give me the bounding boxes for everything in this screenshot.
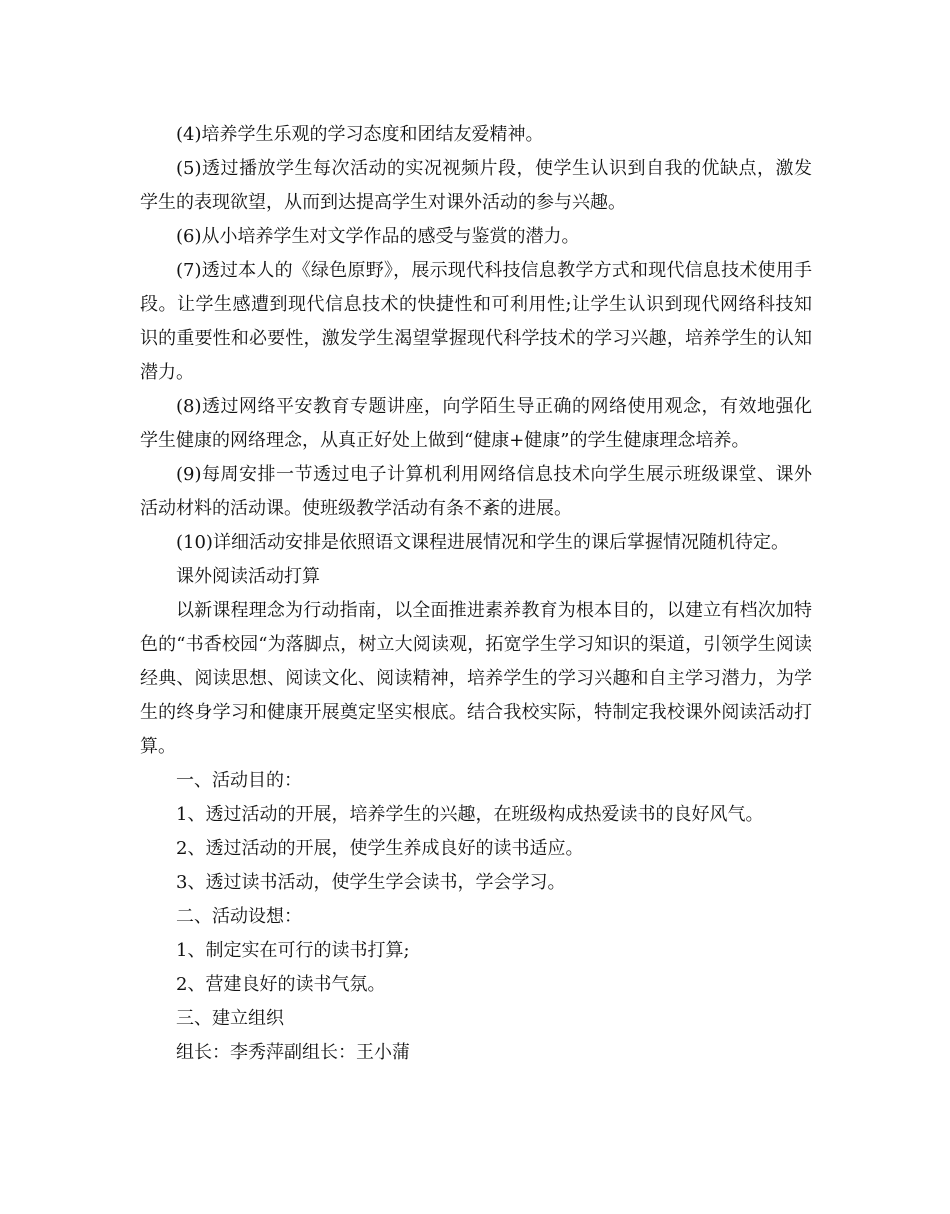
heading-activity-ideas: 二、活动设想： <box>176 906 302 927</box>
paragraph-goal-4: (4)培养学生乐观的学习态度和团结友爱精神。 <box>176 124 544 145</box>
list-item-purpose-2: 2、透过活动的开展，使学生养成良好的读书适应。 <box>176 838 584 859</box>
paragraph-goal-10: (10)详细活动安排是依照语文课程进展情况和学生的课后掌握情况随机待定。 <box>176 532 789 553</box>
paragraph-goal-9: (9)每周安排一节透过电子计算机利用网络信息技术向学生展示班级课堂、课外活动材料的活动课。使班级教学活动有条不紊的进展。 <box>140 464 812 519</box>
list-item-purpose-1: 1、透过活动的开展，培养学生的兴趣，在班级构成热爱读书的良好风气。 <box>176 804 764 825</box>
section-heading-reading-plan: 课外阅读活动打算 <box>176 566 320 587</box>
list-item-idea-2: 2、营建良好的读书气氛。 <box>176 974 386 995</box>
paragraph-goal-5: (5)透过播放学生每次活动的实况视频片段，使学生认识到自我的优缺点，激发学生的表现欲望，从而到达提高学生对课外活动的参与兴趣。 <box>140 158 812 213</box>
heading-activity-purpose: 一、活动目的： <box>176 770 302 791</box>
heading-organization: 三、建立组织 <box>176 1008 284 1029</box>
paragraph-goal-7: (7)透过本人的《绿色原野》，展示现代科技信息教学方式和现代信息技术使用手段。让学生感遭到现代信息技术的快捷性和可利用性;让学生认识到现代网络科技知识的重要性和必要性，激发学生渴望掌握现代科学技术的学习兴趣，培养学生的认知潜力。 <box>140 260 812 383</box>
list-item-idea-1: 1、制定实在可行的读书打算; <box>176 940 410 961</box>
paragraph-goal-6: (6)从小培养学生对文学作品的感受与鉴赏的潜力。 <box>176 226 580 247</box>
document-body <box>140 118 812 1070</box>
paragraph-goal-8: (8)透过网络平安教育专题讲座，向学陌生导正确的网络使用观念，有效地强化学生健康的网络理念，从真正好处上做到“健康+健康”的学生健康理念培养。 <box>140 396 812 451</box>
list-item-purpose-3: 3、透过读书活动，使学生学会读书，学会学习。 <box>176 872 566 893</box>
paragraph-organization-members: 组长：李秀萍副组长：王小蒲 <box>176 1042 410 1063</box>
paragraph-reading-intro: 以新课程理念为行动指南，以全面推进素养教育为根本目的，以建立有档次加特色的“书香校园“为落脚点，树立大阅读观，拓宽学生学习知识的渠道，引领学生阅读经典、阅读思想、阅读文化、阅读精神，培养学生的学习兴趣和自主学习潜力，为学生的终身学习和健康开展奠定坚实根底。结合我校实际，特制定我校课外阅读活动打算。 <box>140 600 812 757</box>
